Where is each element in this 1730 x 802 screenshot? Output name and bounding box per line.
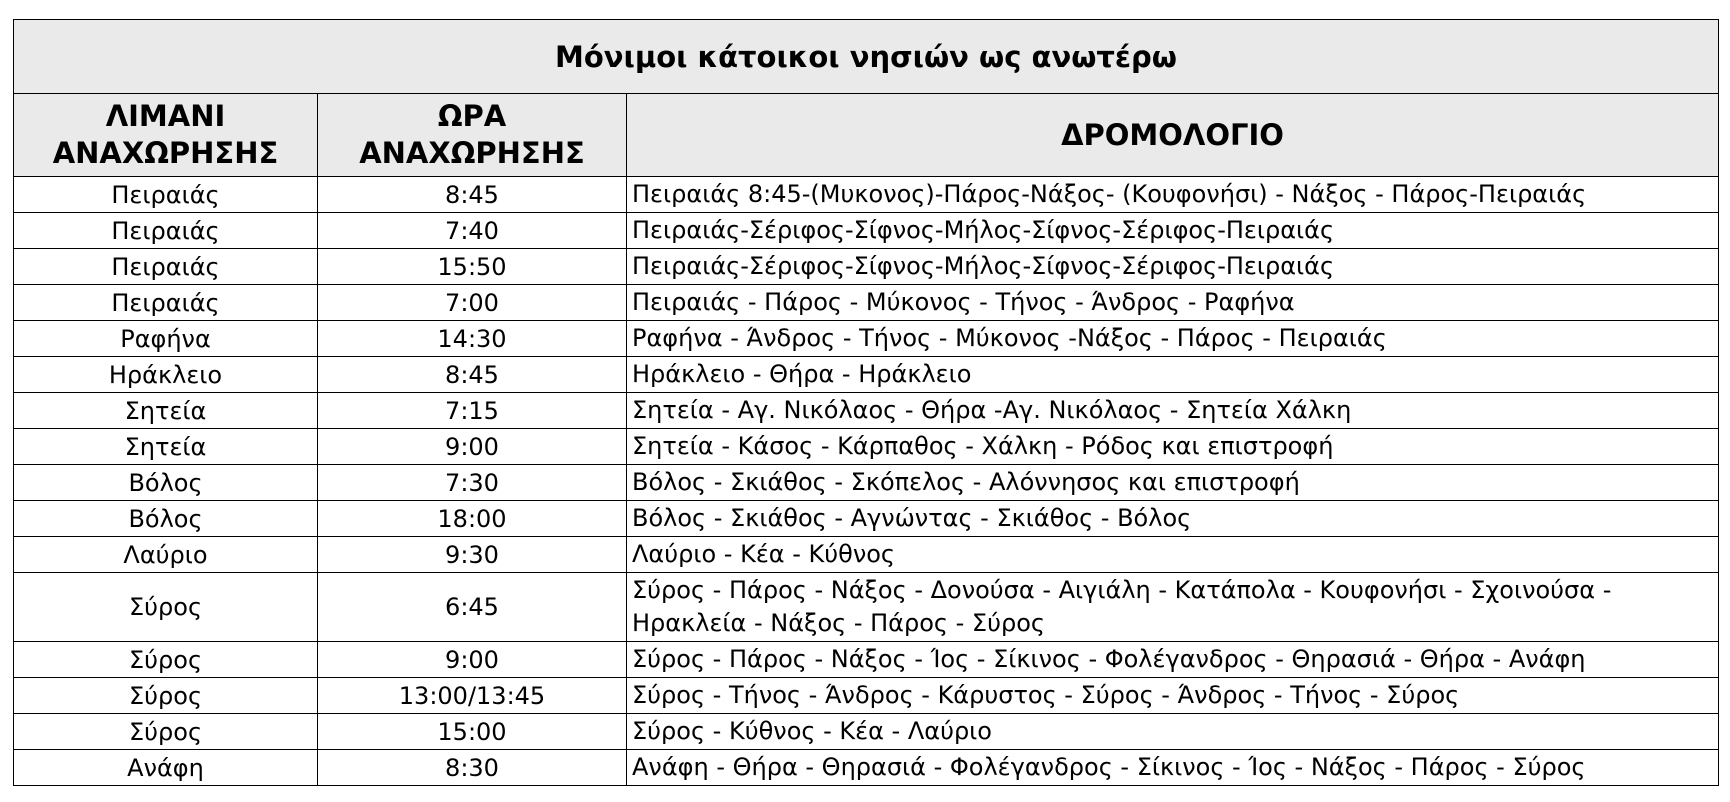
route-cell: Πειραιάς 8:45-(Μυκονος)-Πάρος-Νάξος- (Κουφονήσι) - Νάξος - Πάρος-Πειραιάς — [627, 177, 1719, 213]
departure-port-cell: Βόλος — [14, 465, 318, 501]
header-departure-time-line1: ΩΡΑ — [437, 99, 507, 133]
departure-port-cell: Σύρος — [14, 714, 318, 750]
table-row — [14, 213, 1719, 249]
table-row — [14, 321, 1719, 357]
route-cell: Πειραιάς-Σέριφος-Σίφνος-Μήλος-Σίφνος-Σέριφος-Πειραιάς — [627, 249, 1719, 285]
departure-time-cell: 8:45 — [318, 357, 627, 393]
route-cell: Βόλος - Σκιάθος - Σκόπελος - Αλόννησος και επιστροφή — [627, 465, 1719, 501]
departure-time-cell: 13:00/13:45 — [318, 678, 627, 714]
table-row — [14, 285, 1719, 321]
table-row — [14, 573, 1719, 642]
departure-time-cell: 9:00 — [318, 642, 627, 678]
departure-time-cell: 6:45 — [318, 573, 627, 642]
departure-port-cell: Σητεία — [14, 429, 318, 465]
departure-port-cell: Λαύριο — [14, 537, 318, 573]
departure-port-cell: Βόλος — [14, 501, 318, 537]
departure-port-cell: Ανάφη — [14, 750, 318, 786]
departure-time-cell: 15:00 — [318, 714, 627, 750]
route-cell: Βόλος - Σκιάθος - Αγνώντας - Σκιάθος - Βόλος — [627, 501, 1719, 537]
header-departure-port — [14, 94, 318, 177]
header-departure-time-line2: ΑΝΑΧΩΡΗΣΗΣ — [359, 136, 585, 170]
table-row — [14, 465, 1719, 501]
departure-time-cell: 9:00 — [318, 429, 627, 465]
departure-port-cell: Πειραιάς — [14, 177, 318, 213]
departure-time-cell: 18:00 — [318, 501, 627, 537]
header-route: ΔΡΟΜΟΛΟΓΙΟ — [627, 94, 1719, 177]
schedule-rows — [14, 177, 1719, 786]
departure-time-cell: 9:30 — [318, 537, 627, 573]
departure-port-cell: Σύρος — [14, 678, 318, 714]
table-row — [14, 429, 1719, 465]
route-cell: Σύρος - Τήνος - Άνδρος - Κάρυστος - Σύρος - Άνδρος - Τήνος - Σύρος — [627, 678, 1719, 714]
route-cell: Ηράκλειο - Θήρα - Ηράκλειο — [627, 357, 1719, 393]
departure-port-cell: Ραφήνα — [14, 321, 318, 357]
route-cell: Πειραιάς-Σέριφος-Σίφνος-Μήλος-Σίφνος-Σέριφος-Πειραιάς — [627, 213, 1719, 249]
departure-time-cell: 15:50 — [318, 249, 627, 285]
table-row — [14, 177, 1719, 213]
departure-time-cell: 8:45 — [318, 177, 627, 213]
table-row — [14, 642, 1719, 678]
departure-time-cell: 7:40 — [318, 213, 627, 249]
route-cell: Σύρος - Πάρος - Νάξος - Δονούσα - Αιγιάλη - Κατάπολα - Κουφονήσι - Σχοινούσα - Ηρακλεία - Νάξος - Πάρος - Σύρος — [627, 573, 1719, 642]
route-cell: Ανάφη - Θήρα - Θηρασιά - Φολέγανδρος - Σίκινος - Ίος - Νάξος - Πάρος - Σύρος — [627, 750, 1719, 786]
table-row — [14, 750, 1719, 786]
departure-port-cell: Πειραιάς — [14, 249, 318, 285]
table-row — [14, 678, 1719, 714]
route-cell: Πειραιάς - Πάρος - Μύκονος - Τήνος - Άνδρος - Ραφήνα — [627, 285, 1719, 321]
table-row — [14, 357, 1719, 393]
departure-port-cell: Ηράκλειο — [14, 357, 318, 393]
route-cell: Σητεία - Αγ. Νικόλαος - Θήρα -Αγ. Νικόλαος - Σητεία Χάλκη — [627, 393, 1719, 429]
departure-time-cell: 7:00 — [318, 285, 627, 321]
departure-port-cell: Σύρος — [14, 642, 318, 678]
route-cell: Ραφήνα - Άνδρος - Τήνος - Μύκονος -Νάξος - Πάρος - Πειραιάς — [627, 321, 1719, 357]
departure-port-cell: Πειραιάς — [14, 285, 318, 321]
table-row — [14, 537, 1719, 573]
table-row — [14, 714, 1719, 750]
header-departure-time — [318, 94, 627, 177]
route-cell: Λαύριο - Κέα - Κύθνος — [627, 537, 1719, 573]
departure-port-cell: Σητεία — [14, 393, 318, 429]
table-row — [14, 249, 1719, 285]
ferry-schedule-table — [13, 19, 1719, 786]
route-cell: Σητεία - Κάσος - Κάρπαθος - Χάλκη - Ρόδος και επιστροφή — [627, 429, 1719, 465]
departure-port-cell: Πειραιάς — [14, 213, 318, 249]
route-cell: Σύρος - Κύθνος - Κέα - Λαύριο — [627, 714, 1719, 750]
table-title: Μόνιμοι κάτοικοι νησιών ως ανωτέρω — [14, 20, 1719, 94]
departure-time-cell: 8:30 — [318, 750, 627, 786]
header-departure-port-line1: ΛΙΜΑΝΙ — [105, 99, 226, 133]
departure-time-cell: 7:15 — [318, 393, 627, 429]
table-row — [14, 393, 1719, 429]
route-cell: Σύρος - Πάρος - Νάξος - Ίος - Σίκινος - Φολέγανδρος - Θηρασιά - Θήρα - Ανάφη — [627, 642, 1719, 678]
departure-time-cell: 7:30 — [318, 465, 627, 501]
departure-time-cell: 14:30 — [318, 321, 627, 357]
header-departure-port-line2: ΑΝΑΧΩΡΗΣΗΣ — [52, 136, 279, 170]
departure-port-cell: Σύρος — [14, 573, 318, 642]
table-row — [14, 501, 1719, 537]
